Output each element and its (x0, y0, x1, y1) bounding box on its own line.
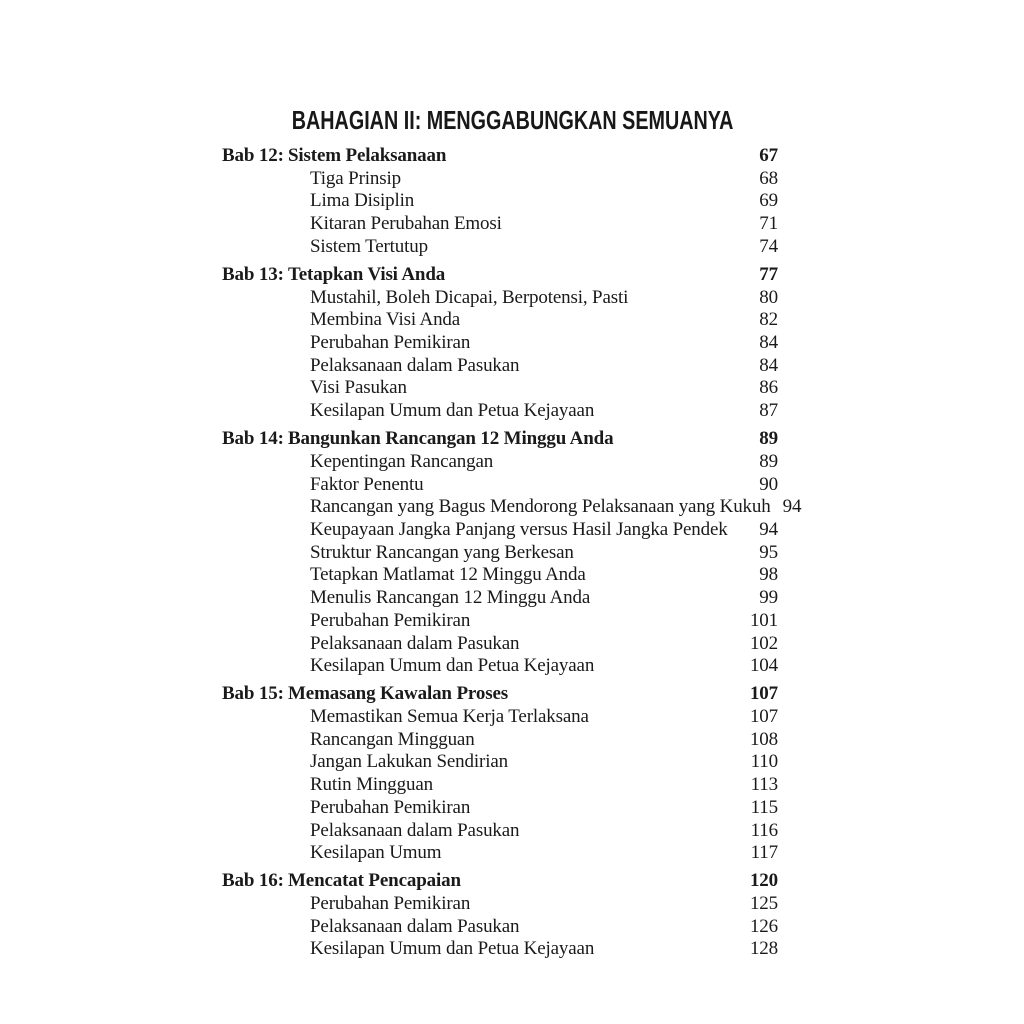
subentry-title: Perubahan Pemikiran (310, 609, 471, 631)
subentry-page-number: 94 (759, 519, 778, 541)
section-title-text: BAHAGIAN II: MENGGABUNGKAN SEMUANYA (291, 105, 734, 135)
toc-subentry-row (222, 213, 778, 236)
subentry-title: Menulis Rancangan 12 Minggu Anda (310, 587, 591, 609)
toc-subentry-row (222, 377, 778, 400)
subentry-title: Tiga Prinsip (310, 167, 401, 189)
subentry-title: Kesilapan Umum dan Petua Kejayaan (310, 655, 595, 677)
subentry-title: Kesilapan Umum (310, 842, 442, 864)
chapter-heading (222, 870, 461, 893)
subentry-page-number: 104 (749, 655, 778, 677)
subentry-page-number: 86 (759, 377, 778, 399)
toc-chapter-row (222, 264, 778, 287)
chapter-heading (222, 428, 613, 451)
subentry-page-number: 68 (759, 167, 778, 189)
toc-subentry-row (222, 610, 778, 633)
subentry-page-number: 116 (750, 819, 778, 841)
toc-subentry-row (222, 309, 778, 332)
toc-chapter-row (222, 683, 778, 706)
chapter-number-label: Bab 16: (222, 870, 284, 892)
toc-subentry-row (222, 938, 778, 961)
chapter-page-number: 89 (759, 428, 778, 450)
chapter-page-number: 77 (759, 263, 778, 285)
toc-subentry-row (222, 542, 778, 565)
toc-subentry-row (222, 706, 778, 729)
section-title (222, 106, 778, 134)
subentry-page-number: 84 (759, 332, 778, 354)
chapter-title: Sistem Pelaksanaan (288, 145, 447, 166)
subentry-page-number: 99 (759, 587, 778, 609)
subentry-page-number: 110 (750, 751, 778, 773)
subentry-page-number: 84 (759, 354, 778, 376)
chapter-number-label: Bab 15: (222, 683, 284, 705)
toc-subentry-row (222, 400, 778, 423)
chapter-title: Memasang Kawalan Proses (288, 683, 508, 705)
subentry-title: Perubahan Pemikiran (310, 332, 471, 354)
subentry-page-number: 115 (750, 796, 778, 818)
subentry-page-number: 80 (759, 286, 778, 308)
subentry-title: Perubahan Pemikiran (310, 893, 471, 915)
subentry-title: Struktur Rancangan yang Berkesan (310, 541, 574, 563)
chapter-number-label: Bab 13: (222, 263, 284, 285)
chapter-number-label: Bab 14: (222, 428, 284, 450)
toc-subentry-row (222, 287, 778, 310)
toc-subentry-row (222, 774, 778, 797)
toc-subentry-row (222, 729, 778, 752)
toc-subentry-row (222, 893, 778, 916)
toc-subentry-row (222, 236, 778, 259)
toc-subentry-row (222, 519, 778, 542)
chapter-heading (222, 264, 445, 287)
toc-subentry-row (222, 916, 778, 939)
subentry-title: Rancangan Mingguan (310, 728, 475, 750)
subentry-title: Perubahan Pemikiran (310, 796, 471, 818)
toc-subentry-row (222, 797, 778, 820)
chapter-heading (222, 683, 508, 706)
subentry-title: Kepentingan Rancangan (310, 450, 494, 472)
subentry-page-number: 117 (750, 842, 778, 864)
chapter-title: Tetapkan Visi Anda (288, 263, 446, 285)
chapter-title: Bangunkan Rancangan 12 Minggu Anda (288, 428, 614, 450)
subentry-title: Keupayaan Jangka Panjang versus Hasil Jangka Pendek (310, 519, 728, 541)
book-toc-page (222, 105, 802, 961)
subentry-page-number: 102 (749, 632, 778, 654)
subentry-page-number: 87 (759, 400, 778, 422)
subentry-page-number: 108 (749, 728, 778, 750)
subentry-title: Pelaksanaan dalam Pasukan (310, 915, 520, 937)
toc-subentry-row (222, 168, 778, 191)
toc-subentry-row (222, 587, 778, 610)
subentry-title: Kesilapan Umum dan Petua Kejayaan (310, 400, 595, 422)
subentry-title: Faktor Penentu (310, 473, 424, 495)
subentry-page-number: 128 (749, 938, 778, 960)
toc-chapter-row (222, 145, 778, 168)
subentry-title: Memastikan Semua Kerja Terlaksana (310, 706, 589, 728)
subentry-page-number: 90 (759, 473, 778, 495)
toc-chapter-row (222, 428, 778, 451)
subentry-page-number: 113 (750, 774, 778, 796)
toc-subentry-row (222, 842, 778, 865)
subentry-title: Jangan Lakukan Sendirian (310, 751, 508, 773)
subentry-title: Rancangan yang Bagus Mendorong Pelaksanaan yang Kukuh (310, 496, 771, 518)
subentry-page-number: 94 (782, 496, 802, 518)
toc-subentry-row (222, 332, 778, 355)
toc-subentry-row (222, 655, 778, 678)
toc-subentry-row (222, 451, 778, 474)
subentry-page-number: 89 (759, 450, 778, 472)
toc-subentry-row (222, 751, 778, 774)
toc-subentry-row (222, 564, 778, 587)
toc-subentry-row (222, 474, 778, 497)
chapter-page-number: 67 (759, 145, 778, 166)
toc-subentry-row (222, 355, 778, 378)
subentry-page-number: 71 (759, 213, 778, 235)
subentry-title: Lima Disiplin (310, 190, 415, 212)
subentry-page-number: 69 (759, 190, 778, 212)
toc-list (222, 145, 802, 961)
subentry-page-number: 107 (749, 706, 778, 728)
subentry-page-number: 74 (759, 235, 778, 257)
toc-subentry-row (222, 633, 778, 656)
chapter-heading (222, 145, 446, 168)
chapter-title: Mencatat Pencapaian (288, 870, 461, 892)
chapter-number-label: Bab 12: (222, 145, 284, 166)
toc-subentry-row (222, 496, 802, 519)
toc-subentry-row (222, 820, 778, 843)
subentry-page-number: 101 (749, 609, 778, 631)
subentry-page-number: 82 (759, 309, 778, 331)
subentry-title: Pelaksanaan dalam Pasukan (310, 354, 520, 376)
subentry-title: Kitaran Perubahan Emosi (310, 213, 502, 235)
subentry-page-number: 125 (749, 893, 778, 915)
subentry-page-number: 98 (759, 564, 778, 586)
subentry-title: Pelaksanaan dalam Pasukan (310, 819, 520, 841)
subentry-title: Tetapkan Matlamat 12 Minggu Anda (310, 564, 586, 586)
subentry-title: Membina Visi Anda (310, 309, 461, 331)
chapter-page-number: 107 (749, 683, 778, 705)
toc-chapter-row (222, 870, 778, 893)
chapter-page-number: 120 (749, 870, 778, 892)
subentry-title: Sistem Tertutup (310, 235, 428, 257)
subentry-page-number: 95 (759, 541, 778, 563)
subentry-title: Pelaksanaan dalam Pasukan (310, 632, 520, 654)
toc-subentry-row (222, 190, 778, 213)
subentry-title: Mustahil, Boleh Dicapai, Berpotensi, Pasti (310, 286, 629, 308)
subentry-page-number: 126 (749, 915, 778, 937)
subentry-title: Kesilapan Umum dan Petua Kejayaan (310, 938, 595, 960)
subentry-title: Visi Pasukan (310, 377, 407, 399)
subentry-title: Rutin Mingguan (310, 774, 433, 796)
